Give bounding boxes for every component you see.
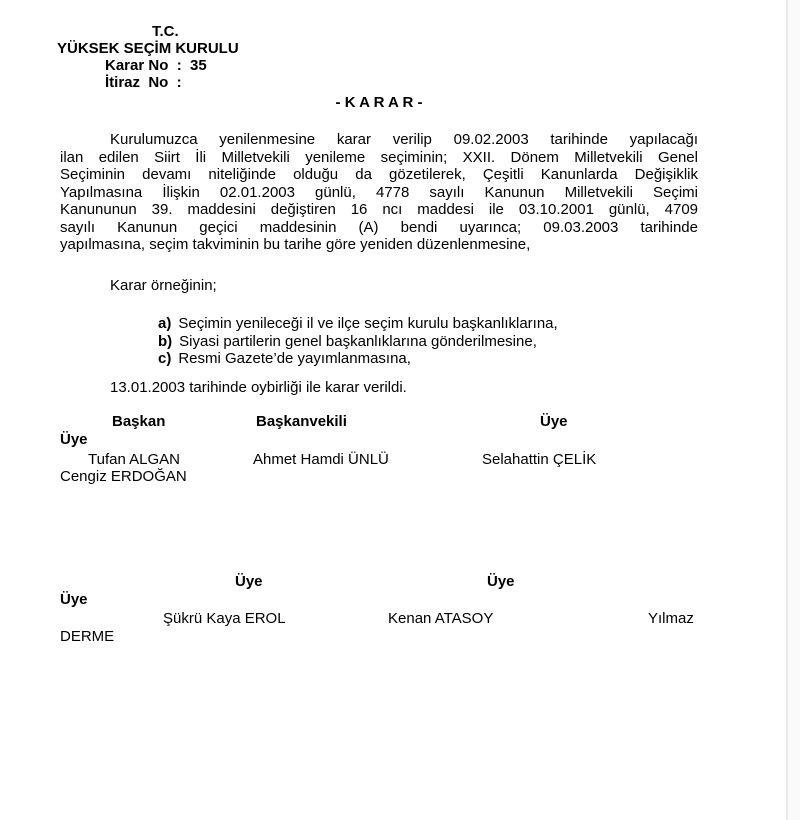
list-item-text: Seçimin yenileceği il ve ilçe seçim kurulu başkanlıklarına,	[178, 315, 558, 332]
sig1-name-tufan-algan: Tufan ALGAN	[88, 451, 180, 468]
header-itiraz-no: İtiraz No :	[105, 74, 182, 91]
paragraph-line: ilan edilen Siirt İli Milletvekili yenileme seçiminin; XXII. Dönem Milletvekili Genel	[60, 148, 698, 166]
sig1-name-cengiz-erdogan: Cengiz ERDOĞAN	[60, 468, 187, 485]
sig2-title-uye-1: Üye	[235, 573, 263, 590]
paragraph-line: Seçiminin devamı niteliğinde olduğu da gözetilerek, Çeşitli Kanunlarda Değişiklik	[60, 166, 698, 183]
header-tc: T.C.	[152, 23, 179, 40]
list-item-text: Resmi Gazete’de yayımlanmasına,	[178, 350, 411, 367]
sig2-name-sukru-kaya-erol: Şükrü Kaya EROL	[163, 610, 286, 627]
sig1-title-baskanvekili: Başkanvekili	[256, 413, 347, 430]
sig2-title-uye-3: Üye	[60, 591, 88, 608]
sig2-name-derme: DERME	[60, 628, 115, 645]
paragraph-line: Yapılmasına İlişkin 02.01.2003 günlü, 4778 sayılı Kanunun Milletvekili Seçimi	[60, 183, 698, 201]
sig2-title-uye-2: Üye	[487, 573, 515, 590]
closing-line: 13.01.2003 tarihinde oybirliği ile karar verildi.	[110, 379, 407, 396]
list-item	[158, 333, 558, 351]
sig2-name-kenan-atasoy: Kenan ATASOY	[388, 610, 494, 627]
sig1-title-uye-1: Üye	[540, 413, 568, 430]
page-edge-strip	[788, 0, 800, 820]
header-org-title: YÜKSEK SEÇİM KURULU	[57, 40, 239, 57]
list-item-label: a)	[158, 315, 172, 332]
decision-list	[158, 315, 558, 368]
sig1-title-baskan: Başkan	[112, 413, 166, 430]
list-item	[158, 350, 558, 368]
karar-ornegi-line: Karar örneğinin;	[110, 277, 217, 294]
decision-heading: - K A R A R -	[335, 94, 423, 111]
paragraph-line: Kurulumuzca yenilenmesine karar verilip 09.02.2003 tarihinde yapılacağı	[110, 131, 698, 148]
list-item-label: b)	[158, 332, 173, 350]
main-paragraph	[60, 131, 698, 254]
sig2-name-yilmaz: Yılmaz	[648, 610, 694, 627]
paragraph-line: sayılı Kanunun geçici maddesinin (A) bendi uyarınca; 09.03.2003 tarihinde	[60, 218, 698, 236]
list-item	[158, 315, 558, 333]
paragraph-line: yapılmasına, seçim takviminin bu tarihe göre yeniden düzenlenmesine,	[60, 236, 531, 253]
list-item-text: Siyasi partilerin genel başkanlıklarına gönderilmesine,	[179, 332, 537, 350]
list-item-label: c)	[158, 350, 172, 367]
sig1-title-uye-2: Üye	[60, 431, 88, 448]
sig1-name-selahattin-celik: Selahattin ÇELİK	[482, 451, 597, 468]
header-karar-no: Karar No : 35	[105, 57, 207, 74]
paragraph-line: Kanununun 39. maddesini değiştiren 16 ncı maddesi ile 03.10.2001 günlü, 4709	[60, 201, 698, 218]
sig1-name-ahmet-hamdi-unlu: Ahmet Hamdi ÜNLÜ	[253, 451, 389, 468]
